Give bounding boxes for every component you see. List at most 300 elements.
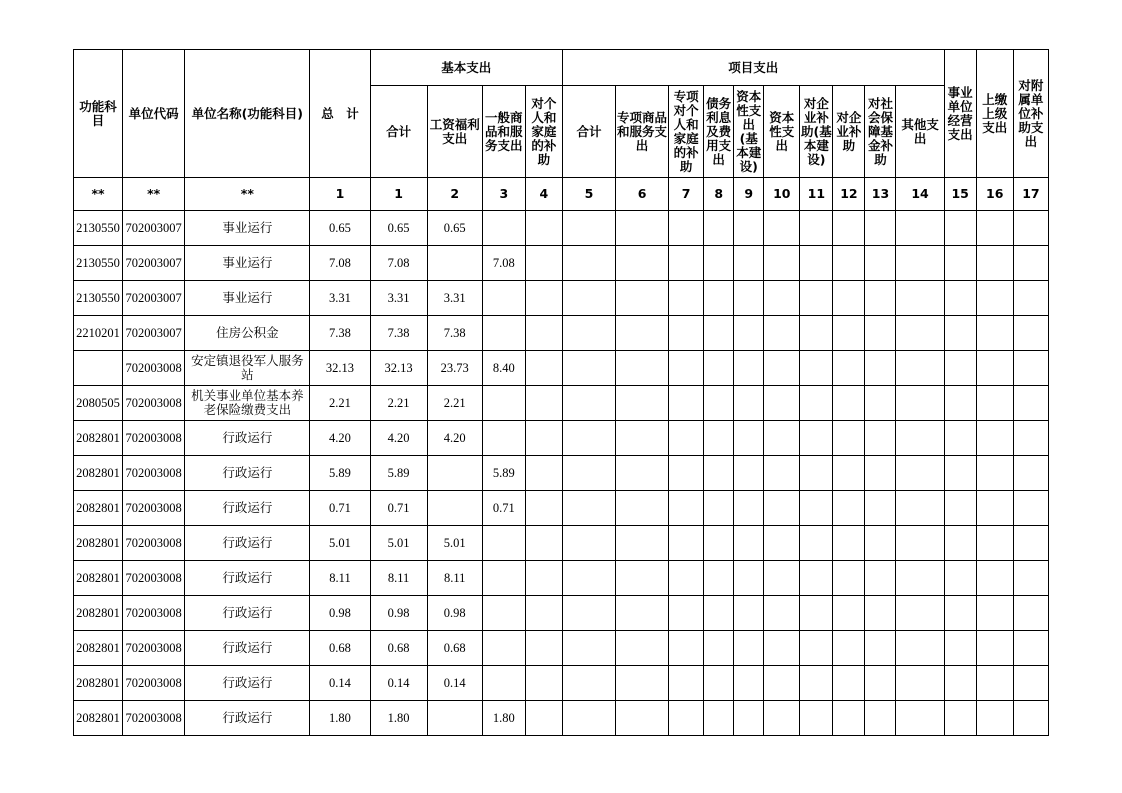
total-cell: 3.31 [310,281,370,316]
unit-name-cell: 行政运行 [185,526,310,561]
empty-cell [976,631,1013,666]
empty-cell [616,211,669,246]
empty-cell [865,526,896,561]
empty-cell [562,596,615,631]
empty-cell [976,281,1013,316]
goods-services-cell [482,281,525,316]
empty-cell [1013,211,1048,246]
index-cell: 5 [562,178,615,211]
func-subject-cell: 2082801 [74,456,123,491]
func-subject-cell: 2082801 [74,596,123,631]
empty-cell [976,351,1013,386]
unit-name-cell: 行政运行 [185,701,310,736]
func-subject-cell [74,351,123,386]
wage-welfare-cell: 0.65 [427,211,482,246]
func-subject-cell: 2082801 [74,491,123,526]
empty-cell [976,561,1013,596]
func-subject-cell: 2130550 [74,246,123,281]
unit-code-cell: 702003008 [123,421,185,456]
unit-name-cell: 行政运行 [185,596,310,631]
header-func-subject: 功能科目 [74,50,123,178]
empty-cell [800,316,833,351]
header-business-operation: 事业单位经营支出 [944,50,976,178]
empty-cell [896,316,944,351]
empty-cell [525,211,562,246]
empty-cell [976,246,1013,281]
empty-cell [896,351,944,386]
empty-cell [865,596,896,631]
empty-cell [976,386,1013,421]
total-cell: 0.98 [310,596,370,631]
unit-name-cell: 行政运行 [185,491,310,526]
goods-services-cell: 5.89 [482,456,525,491]
empty-cell [833,421,865,456]
empty-cell [525,491,562,526]
empty-cell [704,211,734,246]
empty-cell [896,211,944,246]
header-row-1 [74,50,1049,86]
empty-cell [525,351,562,386]
empty-cell [734,351,764,386]
empty-cell [833,526,865,561]
empty-cell [734,701,764,736]
unit-name-cell: 机关事业单位基本养老保险缴费支出 [185,386,310,421]
wage-welfare-cell: 3.31 [427,281,482,316]
empty-cell [616,701,669,736]
wage-welfare-cell [427,456,482,491]
empty-cell [865,701,896,736]
basic-total-cell: 7.38 [370,316,427,351]
goods-services-cell [482,526,525,561]
empty-cell [896,561,944,596]
empty-cell [896,526,944,561]
wage-welfare-cell: 8.11 [427,561,482,596]
empty-cell [616,561,669,596]
empty-cell [833,316,865,351]
func-subject-cell: 2082801 [74,561,123,596]
empty-cell [764,491,800,526]
basic-total-cell: 5.01 [370,526,427,561]
header-personal-subsidy: 对个人和家庭的补助 [525,86,562,178]
index-cell: ** [185,178,310,211]
func-subject-cell: 2082801 [74,421,123,456]
unit-name-cell: 行政运行 [185,631,310,666]
index-cell: 4 [525,178,562,211]
empty-cell [800,281,833,316]
empty-cell [616,596,669,631]
basic-total-cell: 32.13 [370,351,427,386]
header-upper-level: 上缴上级支出 [976,50,1013,178]
empty-cell [944,701,976,736]
empty-cell [833,561,865,596]
empty-cell [562,666,615,701]
wage-welfare-cell: 0.98 [427,596,482,631]
empty-cell [865,561,896,596]
empty-cell [944,526,976,561]
unit-code-cell: 702003008 [123,526,185,561]
empty-cell [704,596,734,631]
wage-welfare-cell: 4.20 [427,421,482,456]
empty-cell [1013,421,1048,456]
index-cell: 6 [616,178,669,211]
unit-code-cell: 702003007 [123,316,185,351]
empty-cell [525,666,562,701]
empty-cell [833,386,865,421]
empty-cell [525,421,562,456]
unit-code-cell: 702003008 [123,666,185,701]
goods-services-cell [482,316,525,351]
header-special-personal: 专项对个人和家庭的补助 [669,86,704,178]
unit-code-cell: 702003008 [123,561,185,596]
unit-code-cell: 702003008 [123,596,185,631]
basic-total-cell: 0.68 [370,631,427,666]
empty-cell [865,386,896,421]
empty-cell [525,281,562,316]
index-row [74,178,1049,211]
empty-cell [764,421,800,456]
header-total: 总 计 [310,50,370,178]
empty-cell [562,561,615,596]
empty-cell [1013,596,1048,631]
unit-name-cell: 住房公积金 [185,316,310,351]
table-row [74,246,1049,281]
header-wage-welfare: 工资福利支出 [427,86,482,178]
header-enterprise-construction: 对企业补助(基本建设) [800,86,833,178]
empty-cell [764,316,800,351]
empty-cell [800,561,833,596]
total-cell: 0.14 [310,666,370,701]
empty-cell [562,246,615,281]
empty-cell [865,666,896,701]
total-cell: 8.11 [310,561,370,596]
basic-total-cell: 3.31 [370,281,427,316]
func-subject-cell: 2082801 [74,631,123,666]
table-row [74,701,1049,736]
empty-cell [704,456,734,491]
index-cell: ** [74,178,123,211]
empty-cell [865,316,896,351]
empty-cell [896,246,944,281]
header-capital: 资本性支出 [764,86,800,178]
empty-cell [896,386,944,421]
empty-cell [704,351,734,386]
empty-cell [833,246,865,281]
header-debt-interest: 债务利息及费用支出 [704,86,734,178]
empty-cell [562,631,615,666]
empty-cell [976,211,1013,246]
unit-code-cell: 702003008 [123,631,185,666]
total-cell: 0.65 [310,211,370,246]
total-cell: 32.13 [310,351,370,386]
unit-name-cell: 行政运行 [185,456,310,491]
empty-cell [800,421,833,456]
index-cell: 2 [427,178,482,211]
empty-cell [704,246,734,281]
func-subject-cell: 2082801 [74,666,123,701]
empty-cell [616,351,669,386]
empty-cell [896,666,944,701]
unit-name-cell: 事业运行 [185,281,310,316]
empty-cell [976,701,1013,736]
empty-cell [734,631,764,666]
basic-total-cell: 7.08 [370,246,427,281]
table-row [74,491,1049,526]
empty-cell [944,211,976,246]
empty-cell [896,491,944,526]
empty-cell [896,701,944,736]
empty-cell [944,491,976,526]
empty-cell [764,631,800,666]
empty-cell [833,281,865,316]
empty-cell [800,351,833,386]
wage-welfare-cell: 2.21 [427,386,482,421]
empty-cell [944,456,976,491]
table-row [74,421,1049,456]
header-special-goods: 专项商品和服务支出 [616,86,669,178]
table-row [74,561,1049,596]
empty-cell [734,246,764,281]
basic-total-cell: 2.21 [370,386,427,421]
empty-cell [944,666,976,701]
empty-cell [833,351,865,386]
empty-cell [800,666,833,701]
func-subject-cell: 2082801 [74,701,123,736]
empty-cell [833,701,865,736]
empty-cell [976,596,1013,631]
index-cell: 8 [704,178,734,211]
empty-cell [562,456,615,491]
func-subject-cell: 2080505 [74,386,123,421]
basic-total-cell: 5.89 [370,456,427,491]
empty-cell [525,386,562,421]
empty-cell [896,631,944,666]
empty-cell [764,561,800,596]
header-basic: 基本支出 [370,50,562,86]
empty-cell [1013,491,1048,526]
header-enterprise: 对企业补助 [833,86,865,178]
empty-cell [944,246,976,281]
func-subject-cell: 2210201 [74,316,123,351]
empty-cell [764,526,800,561]
table-row [74,666,1049,701]
total-cell: 0.68 [310,631,370,666]
goods-services-cell [482,631,525,666]
unit-code-cell: 702003008 [123,491,185,526]
total-cell: 5.01 [310,526,370,561]
func-subject-cell: 2130550 [74,281,123,316]
empty-cell [734,316,764,351]
header-capital-construction: 资本性支出(基本建设) [734,86,764,178]
empty-cell [833,631,865,666]
unit-name-cell: 事业运行 [185,246,310,281]
unit-code-cell: 702003007 [123,246,185,281]
goods-services-cell: 7.08 [482,246,525,281]
empty-cell [525,456,562,491]
empty-cell [800,491,833,526]
index-cell: 15 [944,178,976,211]
table-row [74,211,1049,246]
empty-cell [562,701,615,736]
index-cell: 17 [1013,178,1048,211]
unit-code-cell: 702003008 [123,701,185,736]
wage-welfare-cell [427,491,482,526]
empty-cell [800,456,833,491]
wage-welfare-cell: 0.14 [427,666,482,701]
empty-cell [734,596,764,631]
basic-total-cell: 0.65 [370,211,427,246]
empty-cell [896,596,944,631]
empty-cell [833,491,865,526]
table-row [74,386,1049,421]
index-cell: 16 [976,178,1013,211]
empty-cell [833,666,865,701]
index-cell: 7 [669,178,704,211]
empty-cell [704,281,734,316]
unit-code-cell: 702003008 [123,351,185,386]
index-cell: 14 [896,178,944,211]
empty-cell [976,421,1013,456]
empty-cell [704,701,734,736]
total-cell: 2.21 [310,386,370,421]
index-cell: ** [123,178,185,211]
empty-cell [616,421,669,456]
wage-welfare-cell [427,246,482,281]
empty-cell [833,596,865,631]
empty-cell [976,491,1013,526]
empty-cell [704,631,734,666]
empty-cell [1013,701,1048,736]
goods-services-cell: 8.40 [482,351,525,386]
empty-cell [865,211,896,246]
empty-cell [704,561,734,596]
unit-code-cell: 702003007 [123,281,185,316]
expenditure-table [73,49,1049,736]
empty-cell [896,456,944,491]
empty-cell [944,596,976,631]
empty-cell [1013,456,1048,491]
unit-name-cell: 事业运行 [185,211,310,246]
unit-code-cell: 702003008 [123,386,185,421]
empty-cell [800,631,833,666]
empty-cell [734,281,764,316]
wage-welfare-cell: 0.68 [427,631,482,666]
empty-cell [669,421,704,456]
empty-cell [562,211,615,246]
empty-cell [704,491,734,526]
header-unit-code: 单位代码 [123,50,185,178]
empty-cell [734,211,764,246]
empty-cell [865,421,896,456]
empty-cell [734,491,764,526]
goods-services-cell [482,211,525,246]
empty-cell [525,316,562,351]
total-cell: 4.20 [310,421,370,456]
empty-cell [764,246,800,281]
empty-cell [764,351,800,386]
goods-services-cell [482,561,525,596]
empty-cell [704,316,734,351]
index-cell: 9 [734,178,764,211]
empty-cell [525,596,562,631]
empty-cell [833,211,865,246]
empty-cell [704,666,734,701]
empty-cell [669,386,704,421]
index-cell: 10 [764,178,800,211]
header-project-total: 合计 [562,86,615,178]
empty-cell [800,596,833,631]
empty-cell [616,386,669,421]
wage-welfare-cell: 5.01 [427,526,482,561]
header-basic-total: 合计 [370,86,427,178]
table-row [74,631,1049,666]
index-cell: 3 [482,178,525,211]
empty-cell [562,526,615,561]
unit-name-cell: 安定镇退役军人服务站 [185,351,310,386]
empty-cell [944,421,976,456]
empty-cell [669,246,704,281]
empty-cell [669,456,704,491]
basic-total-cell: 0.14 [370,666,427,701]
empty-cell [669,701,704,736]
index-cell: 13 [865,178,896,211]
basic-total-cell: 8.11 [370,561,427,596]
empty-cell [669,211,704,246]
goods-services-cell: 1.80 [482,701,525,736]
index-cell: 1 [370,178,427,211]
unit-name-cell: 行政运行 [185,561,310,596]
empty-cell [865,456,896,491]
header-affiliated: 对附属单位补助支出 [1013,50,1048,178]
goods-services-cell [482,596,525,631]
empty-cell [865,491,896,526]
empty-cell [669,596,704,631]
basic-total-cell: 4.20 [370,421,427,456]
empty-cell [1013,526,1048,561]
empty-cell [1013,351,1048,386]
empty-cell [616,666,669,701]
empty-cell [616,316,669,351]
total-cell: 7.38 [310,316,370,351]
empty-cell [944,316,976,351]
header-project: 项目支出 [562,50,944,86]
table-row [74,316,1049,351]
empty-cell [669,281,704,316]
empty-cell [562,281,615,316]
empty-cell [616,456,669,491]
basic-total-cell: 0.98 [370,596,427,631]
empty-cell [865,246,896,281]
empty-cell [944,351,976,386]
empty-cell [616,491,669,526]
empty-cell [800,701,833,736]
empty-cell [944,561,976,596]
goods-services-cell [482,421,525,456]
empty-cell [764,596,800,631]
empty-cell [704,386,734,421]
empty-cell [764,281,800,316]
table-row [74,281,1049,316]
func-subject-cell: 2082801 [74,526,123,561]
empty-cell [1013,631,1048,666]
empty-cell [833,456,865,491]
empty-cell [976,316,1013,351]
empty-cell [764,386,800,421]
table-row [74,351,1049,386]
index-cell: 1 [310,178,370,211]
empty-cell [616,526,669,561]
empty-cell [944,281,976,316]
empty-cell [944,386,976,421]
